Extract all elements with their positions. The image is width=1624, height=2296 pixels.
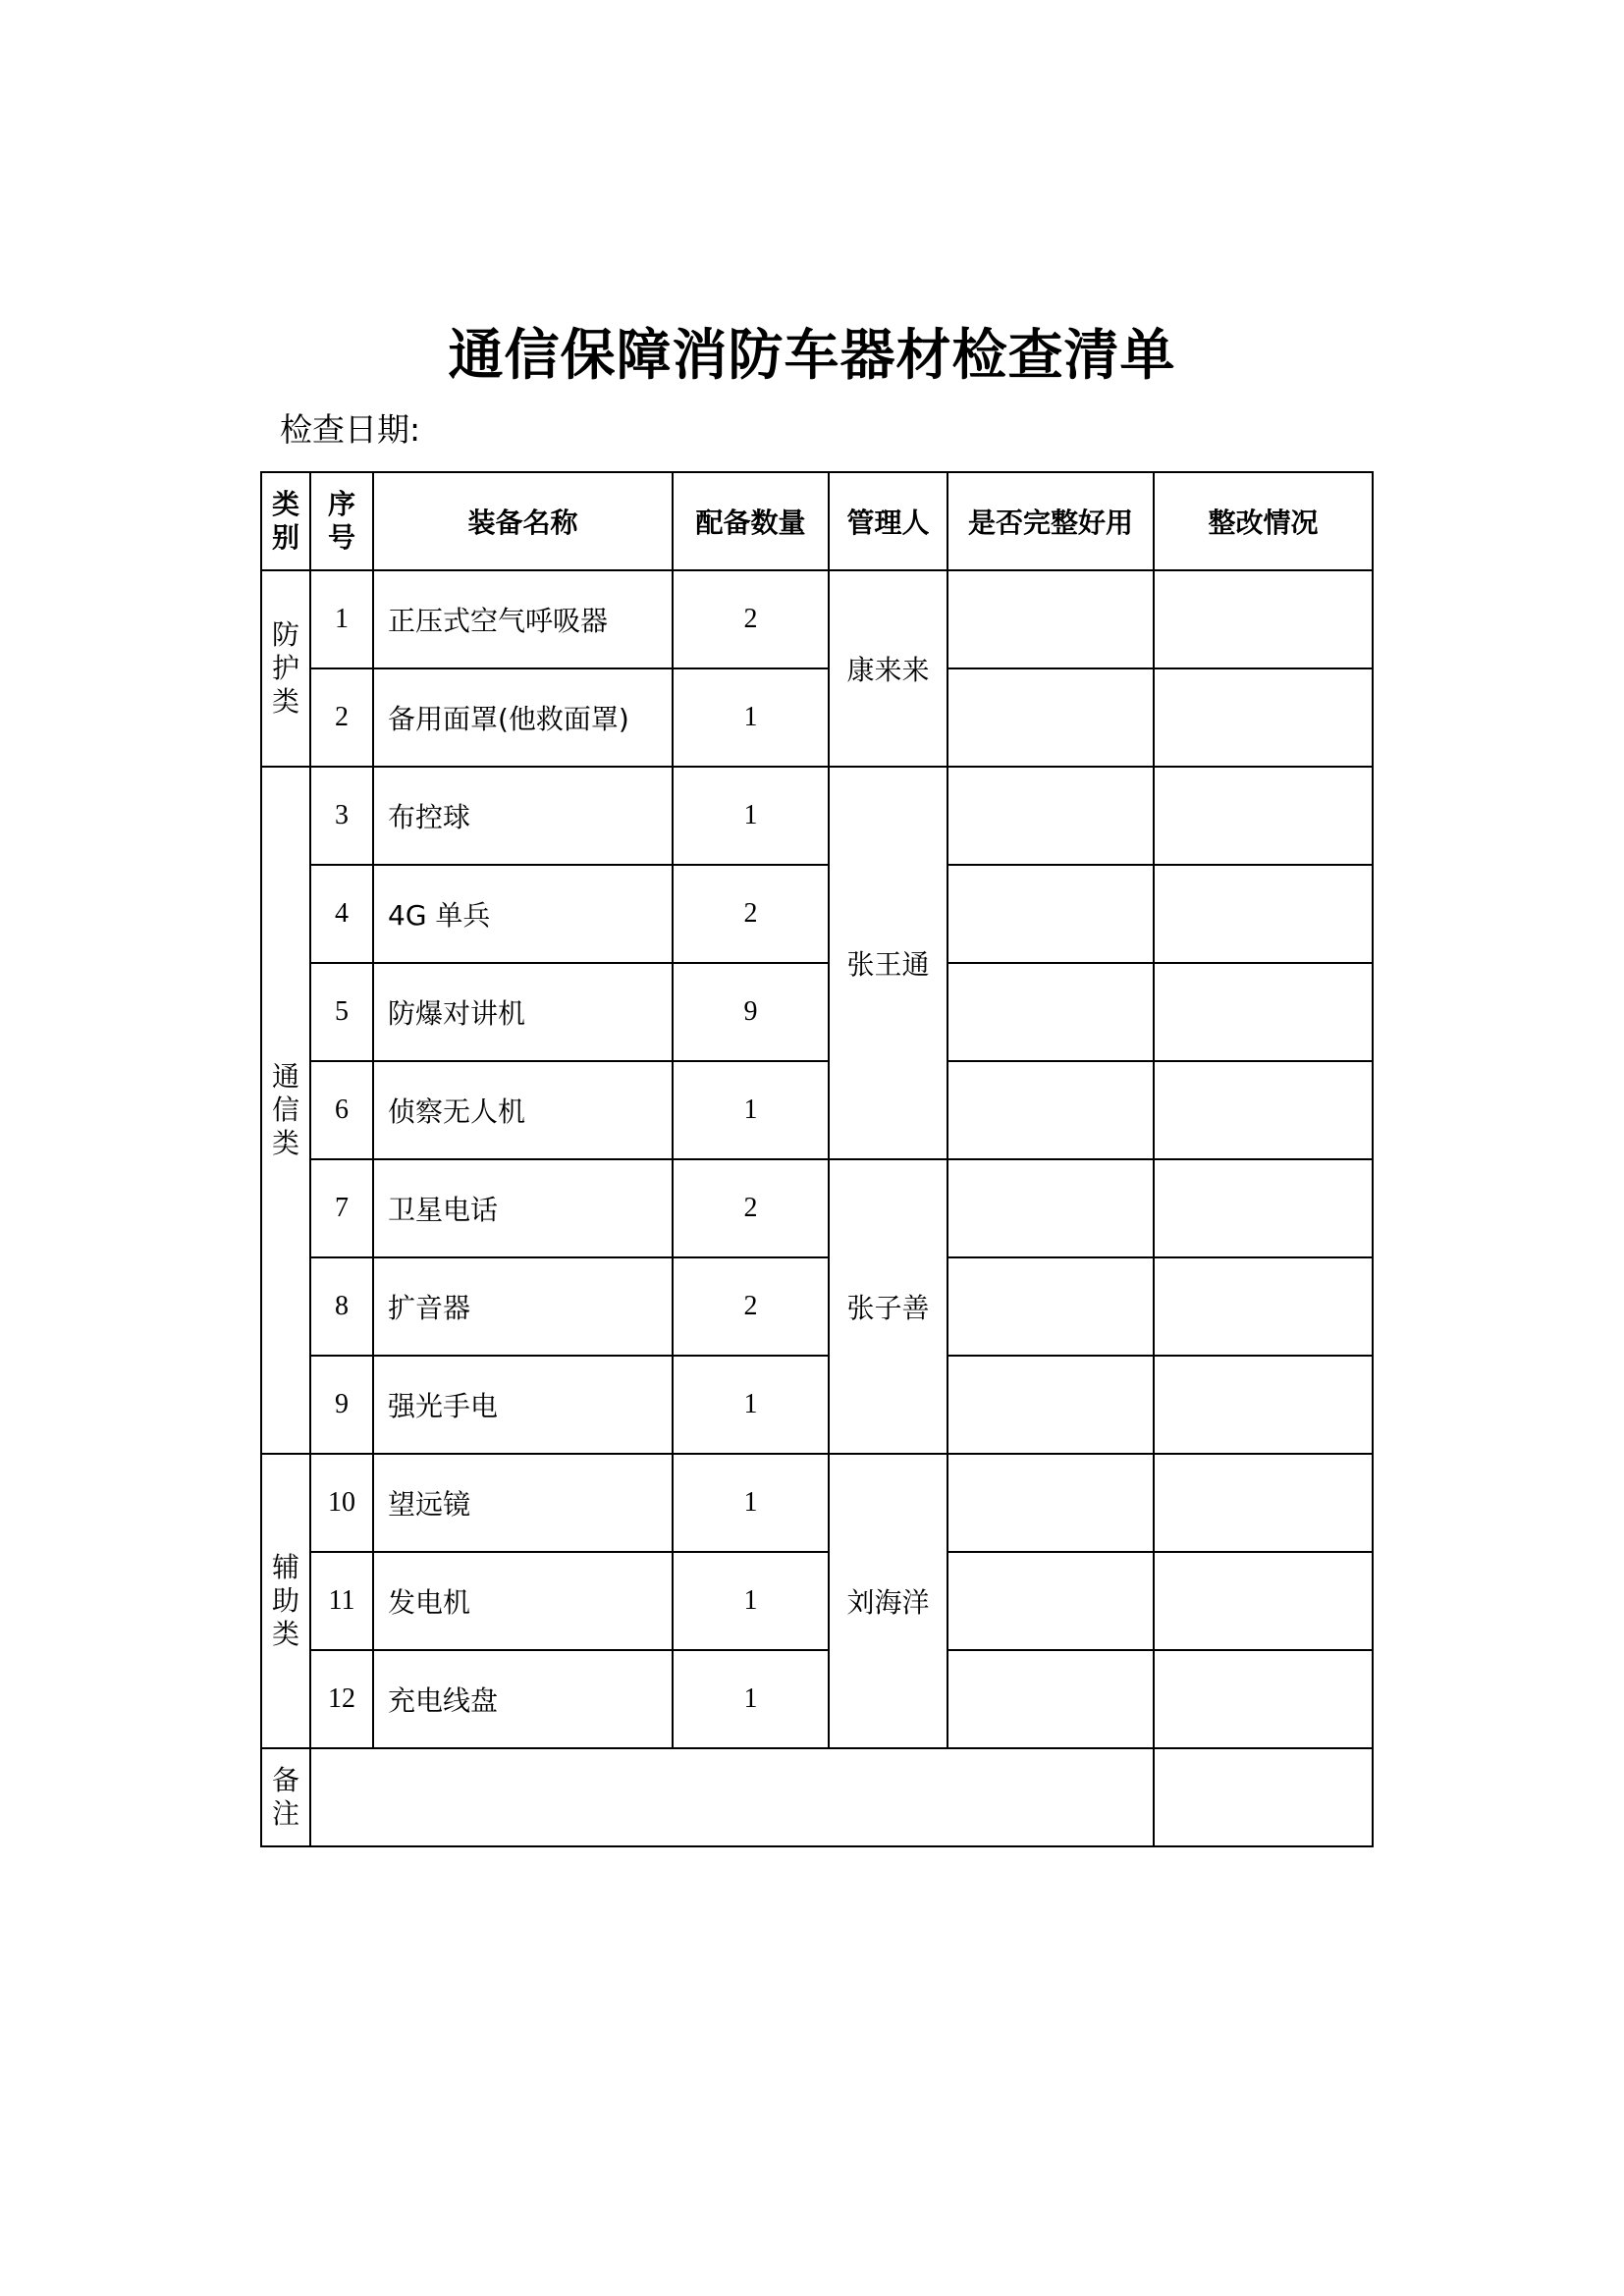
header-rectification: 整改情况 — [1154, 472, 1373, 570]
condition-cell[interactable] — [947, 1552, 1154, 1650]
rectification-cell[interactable] — [1154, 865, 1373, 963]
rectification-cell[interactable] — [1154, 963, 1373, 1061]
equipment-name-cell: 发电机 — [373, 1552, 673, 1650]
equipment-name-cell: 扩音器 — [373, 1257, 673, 1356]
page-title: 通信保障消防车器材检查清单 — [448, 324, 1176, 388]
rectification-cell[interactable] — [1154, 1454, 1373, 1552]
category-cell-text: 通信类 — [272, 1060, 300, 1159]
rectification-cell[interactable] — [1154, 1356, 1373, 1454]
condition-cell[interactable] — [947, 570, 1154, 668]
index-cell: 9 — [310, 1356, 373, 1454]
header-category-text: 类别 — [272, 488, 300, 554]
index-cell: 3 — [310, 767, 373, 865]
rectification-cell[interactable] — [1154, 1159, 1373, 1257]
table-row — [261, 963, 1373, 1061]
condition-cell[interactable] — [947, 1159, 1154, 1257]
equipment-name-cell: 布控球 — [373, 767, 673, 865]
equipment-name-cell: 强光手电 — [373, 1356, 673, 1454]
index-cell: 1 — [310, 570, 373, 668]
quantity-cell: 2 — [673, 865, 829, 963]
quantity-cell: 9 — [673, 963, 829, 1061]
index-cell: 4 — [310, 865, 373, 963]
table-row — [261, 1650, 1373, 1748]
manager-cell: 张王通 — [829, 767, 947, 1159]
equipment-name-cell: 4G 单兵 — [373, 865, 673, 963]
condition-cell[interactable] — [947, 1257, 1154, 1356]
header-index-text: 序号 — [328, 488, 356, 554]
rectification-cell[interactable] — [1154, 1552, 1373, 1650]
header-index — [310, 472, 373, 570]
quantity-cell: 1 — [673, 1454, 829, 1552]
quantity-cell: 2 — [673, 1159, 829, 1257]
index-cell: 11 — [310, 1552, 373, 1650]
inspection-date-label: 检查日期: — [280, 410, 421, 449]
category-cell — [261, 767, 310, 1454]
index-cell: 12 — [310, 1650, 373, 1748]
manager-cell: 刘海洋 — [829, 1454, 947, 1748]
category-cell — [261, 1454, 310, 1748]
quantity-cell: 1 — [673, 1356, 829, 1454]
remarks-extra-cell[interactable] — [1154, 1748, 1373, 1846]
equipment-checklist-table — [260, 471, 1374, 1847]
equipment-name-cell: 侦察无人机 — [373, 1061, 673, 1159]
table-row — [261, 1257, 1373, 1356]
rectification-cell[interactable] — [1154, 570, 1373, 668]
quantity-cell: 1 — [673, 767, 829, 865]
remarks-label — [261, 1748, 310, 1846]
manager-cell: 张子善 — [829, 1159, 947, 1454]
condition-cell[interactable] — [947, 1454, 1154, 1552]
equipment-name-cell: 充电线盘 — [373, 1650, 673, 1748]
manager-cell: 康来来 — [829, 570, 947, 767]
condition-cell[interactable] — [947, 1356, 1154, 1454]
remarks-cell[interactable] — [310, 1748, 1154, 1846]
index-cell: 8 — [310, 1257, 373, 1356]
header-manager: 管理人 — [829, 472, 947, 570]
index-cell: 2 — [310, 668, 373, 767]
table-row — [261, 1552, 1373, 1650]
quantity-cell: 1 — [673, 1650, 829, 1748]
table-row — [261, 865, 1373, 963]
remarks-row — [261, 1748, 1373, 1846]
condition-cell[interactable] — [947, 1061, 1154, 1159]
category-cell-text: 防护类 — [272, 618, 300, 718]
category-cell-text: 辅助类 — [272, 1551, 300, 1650]
quantity-cell: 1 — [673, 1552, 829, 1650]
header-name: 装备名称 — [373, 472, 673, 570]
table-row — [261, 1454, 1373, 1552]
table-row — [261, 1061, 1373, 1159]
table-row — [261, 570, 1373, 668]
rectification-cell[interactable] — [1154, 1650, 1373, 1748]
condition-cell[interactable] — [947, 963, 1154, 1061]
header-quantity: 配备数量 — [673, 472, 829, 570]
equipment-name-cell: 望远镜 — [373, 1454, 673, 1552]
equipment-name-cell: 备用面罩(他救面罩) — [373, 668, 673, 767]
index-cell: 7 — [310, 1159, 373, 1257]
quantity-cell: 2 — [673, 570, 829, 668]
header-row — [261, 472, 1373, 570]
header-condition: 是否完整好用 — [947, 472, 1154, 570]
condition-cell[interactable] — [947, 865, 1154, 963]
header-category — [261, 472, 310, 570]
index-cell: 5 — [310, 963, 373, 1061]
condition-cell[interactable] — [947, 1650, 1154, 1748]
table-row — [261, 1356, 1373, 1454]
condition-cell[interactable] — [947, 767, 1154, 865]
equipment-name-cell: 防爆对讲机 — [373, 963, 673, 1061]
condition-cell[interactable] — [947, 668, 1154, 767]
rectification-cell[interactable] — [1154, 1061, 1373, 1159]
table-row — [261, 668, 1373, 767]
rectification-cell[interactable] — [1154, 767, 1373, 865]
index-cell: 10 — [310, 1454, 373, 1552]
equipment-name-cell: 正压式空气呼吸器 — [373, 570, 673, 668]
index-cell: 6 — [310, 1061, 373, 1159]
quantity-cell: 1 — [673, 1061, 829, 1159]
rectification-cell[interactable] — [1154, 1257, 1373, 1356]
quantity-cell: 1 — [673, 668, 829, 767]
quantity-cell: 2 — [673, 1257, 829, 1356]
category-cell — [261, 570, 310, 767]
table-row — [261, 767, 1373, 865]
equipment-name-cell: 卫星电话 — [373, 1159, 673, 1257]
table-row — [261, 1159, 1373, 1257]
remarks-label-text: 备注 — [272, 1764, 300, 1830]
rectification-cell[interactable] — [1154, 668, 1373, 767]
